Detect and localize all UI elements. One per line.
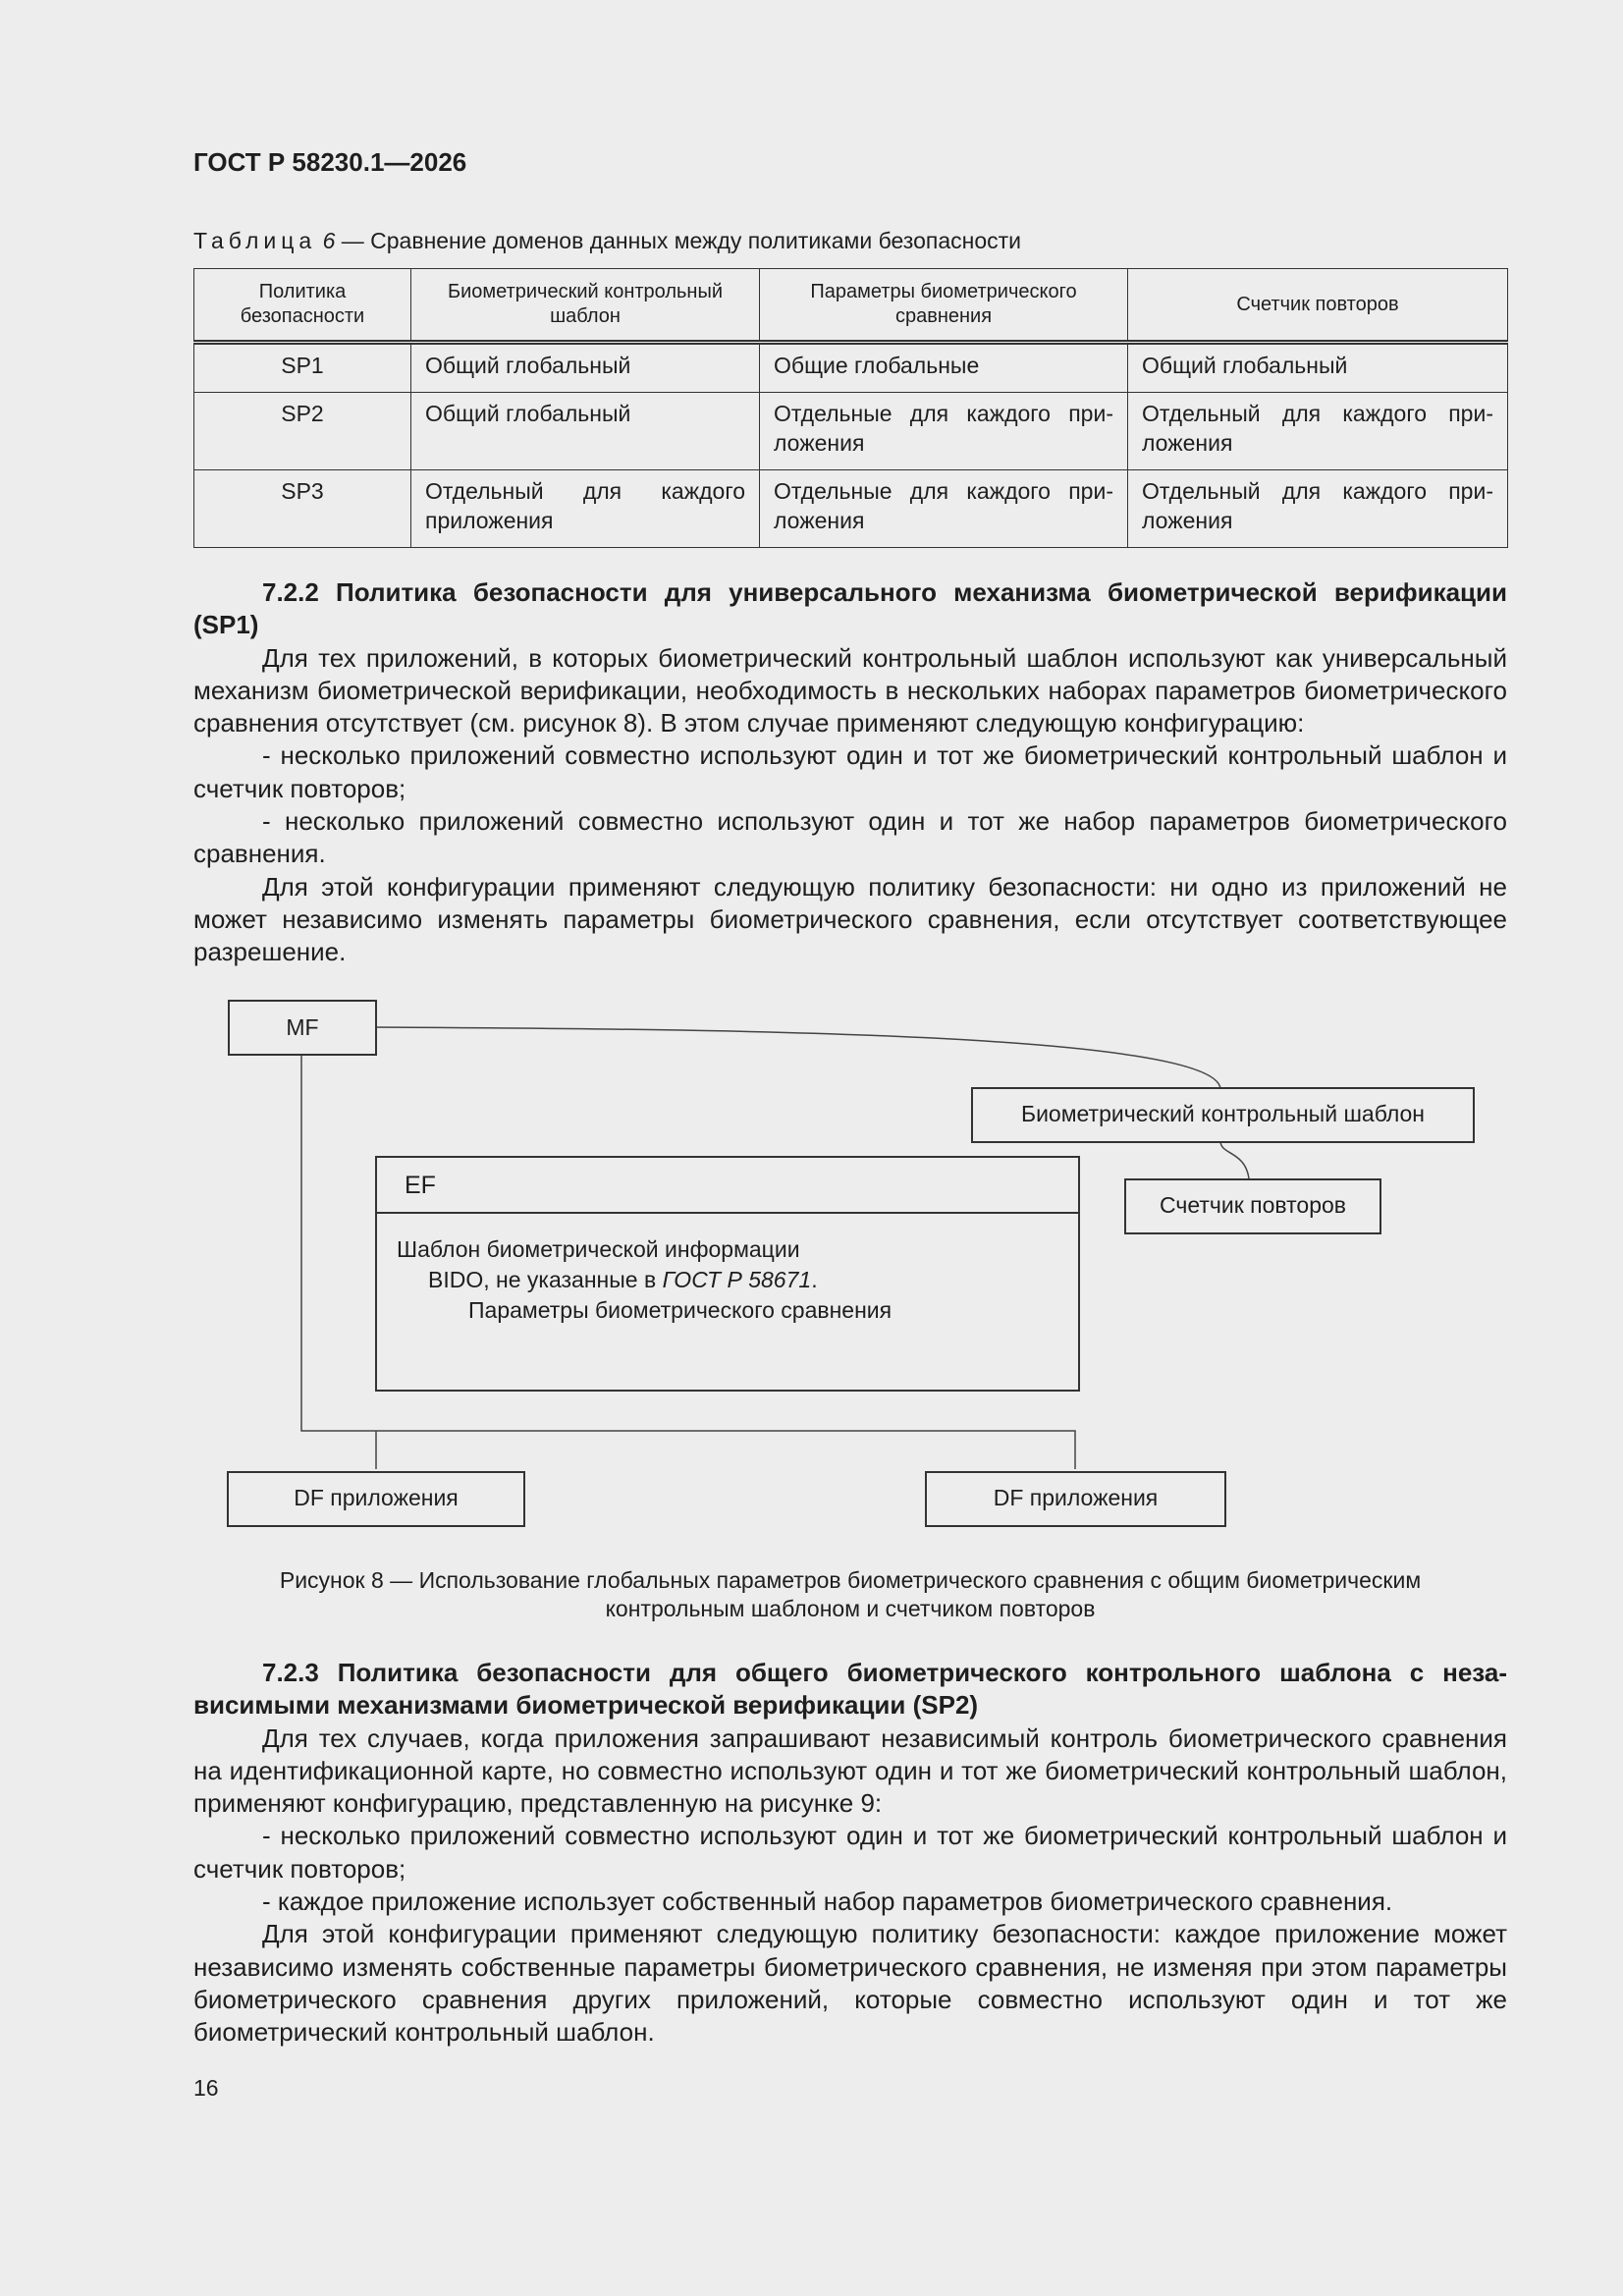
paragraph: Для этой конфигурации применяют следующую политику безопасности: каждое приложение может независимо изменять собственные параметры биометрического сравнения, не изменяя при этом параметры биометрического сравнения других приложений, которые совместно используют один и тот же биометрический контрольный шаблон. <box>193 1919 1507 2048</box>
bullet-item: - несколько приложений совместно используют один и тот же набор параметров биометрического сравнения. <box>193 806 1507 869</box>
table-caption-text: — Сравнение доменов данных между политиками безопасности <box>335 228 1021 253</box>
table-row <box>194 470 1508 548</box>
ef-divider <box>377 1212 1078 1214</box>
paragraph: Для тех случаев, когда приложения запрашивают независимый контроль биометрического сравнения на идентификационной карте, но совместно используют один и тот же биометрический контрольный шаблон, применяют конфигурацию, представленную на рисунке 9: <box>193 1722 1507 1819</box>
paragraph: Для тех приложений, в которых биометрический контрольный шаблон используют как универсальный механизм биометрической верификации, необходимость в нескольких наборах параметров биометрического сравнения отсутствует (см. рисунок 8). В этом случае применяют следующую конфигурацию: <box>193 642 1507 738</box>
table-caption-number: 6 <box>322 228 336 253</box>
table-cell: Общий глобальный <box>1128 343 1508 393</box>
figure-caption-line-2: контрольным шаблоном и счетчиком повторов <box>605 1596 1096 1621</box>
table-cell: Общий глобальный <box>411 393 760 470</box>
template-box <box>971 1087 1475 1143</box>
ef-line-2-end: . <box>811 1267 818 1292</box>
bullet-item: - несколько приложений совместно используют один и тот же биометрический контрольный шаблон и счетчик повторов; <box>193 740 1507 803</box>
ef-line-2-ref: ГОСТ Р 58671 <box>662 1267 812 1292</box>
table-cell: Общий глобальный <box>411 343 760 393</box>
df-right-label: DF приложения <box>993 1485 1159 1510</box>
column-header-template: Биометрический контрольный шаблон <box>411 269 760 343</box>
table-cell: Отдельные для каждого приложения <box>760 393 1128 470</box>
bullet-item: - каждое приложение использует собственный набор параметров биометрического сравнения. <box>262 1886 1393 1917</box>
table-caption-word: Таблица <box>193 228 317 253</box>
document-header: ГОСТ Р 58230.1—2026 <box>193 147 467 177</box>
table-cell: Общие глобальные <box>760 343 1128 393</box>
section-7-2-3 <box>193 1657 1507 2050</box>
df-right-box <box>925 1471 1226 1527</box>
column-header-policy: Политика безопасности <box>194 269 411 343</box>
figure-8-diagram <box>0 982 1623 1571</box>
df-left-box <box>227 1471 525 1527</box>
ef-line-1: Шаблон биометрической информации <box>397 1236 800 1262</box>
ef-box <box>375 1156 1080 1392</box>
counter-label: Счетчик повторов <box>1159 1192 1346 1218</box>
section-7-2-2 <box>193 576 1507 969</box>
ef-line-2-text: BIDO, не указанные в <box>428 1267 663 1292</box>
table-cell: Отдельные для каждого приложения <box>760 470 1128 548</box>
table-cell: SP3 <box>194 470 411 548</box>
section-heading: 7.2.3 Политика безопасности для общего биометрического контрольного шаблона с независимыми механизмами биометрической верификации (SP2) <box>193 1658 1507 1721</box>
ef-line-3: Параметры биометрического сравнения <box>468 1297 893 1323</box>
ef-content <box>397 1234 892 1326</box>
df-left-label: DF приложения <box>294 1485 459 1510</box>
table-cell: SP1 <box>194 343 411 393</box>
mf-label: MF <box>286 1014 319 1040</box>
table-cell: SP2 <box>194 393 411 470</box>
figure-caption <box>193 1566 1507 1623</box>
table-cell: Отдельный для каждого приложения <box>1128 470 1508 548</box>
counter-box <box>1124 1178 1381 1234</box>
table-cell: Отдельный для каждого приложения <box>411 470 760 548</box>
column-header-parameters: Параметры биометрического сравнения <box>760 269 1128 343</box>
figure-caption-line-1: Рисунок 8 — Использование глобальных параметров биометрического сравнения с общим биометрическим <box>279 1567 1422 1593</box>
table-caption <box>193 228 1021 254</box>
paragraph: Для этой конфигурации применяют следующую политику безопасности: ни одно из приложений не может независимо изменять параметры биометрического сравнения, если отсутствует соответствующее разрешение. <box>193 871 1507 967</box>
ef-label: EF <box>405 1172 436 1199</box>
template-to-counter-line <box>1220 1141 1249 1178</box>
bullet-item: - несколько приложений совместно используют один и тот же биометрический контрольный шаблон и счетчик повторов; <box>193 1821 1507 1884</box>
column-header-counter: Счетчик повторов <box>1128 269 1508 343</box>
table-row <box>194 343 1508 393</box>
ef-line-2 <box>397 1265 892 1295</box>
section-heading: 7.2.2 Политика безопасности для универсального механизма биометрической верификации (SP1) <box>193 577 1507 640</box>
table-row <box>194 393 1508 470</box>
table-header-row <box>194 269 1508 343</box>
table-cell: Отдельный для каждого приложения <box>1128 393 1508 470</box>
mf-to-template-line <box>376 1027 1220 1089</box>
page-number: 16 <box>193 2075 219 2101</box>
template-label: Биометрический контрольный шаблон <box>1020 1101 1426 1126</box>
mf-box <box>228 1000 377 1056</box>
comparison-table <box>193 268 1508 548</box>
